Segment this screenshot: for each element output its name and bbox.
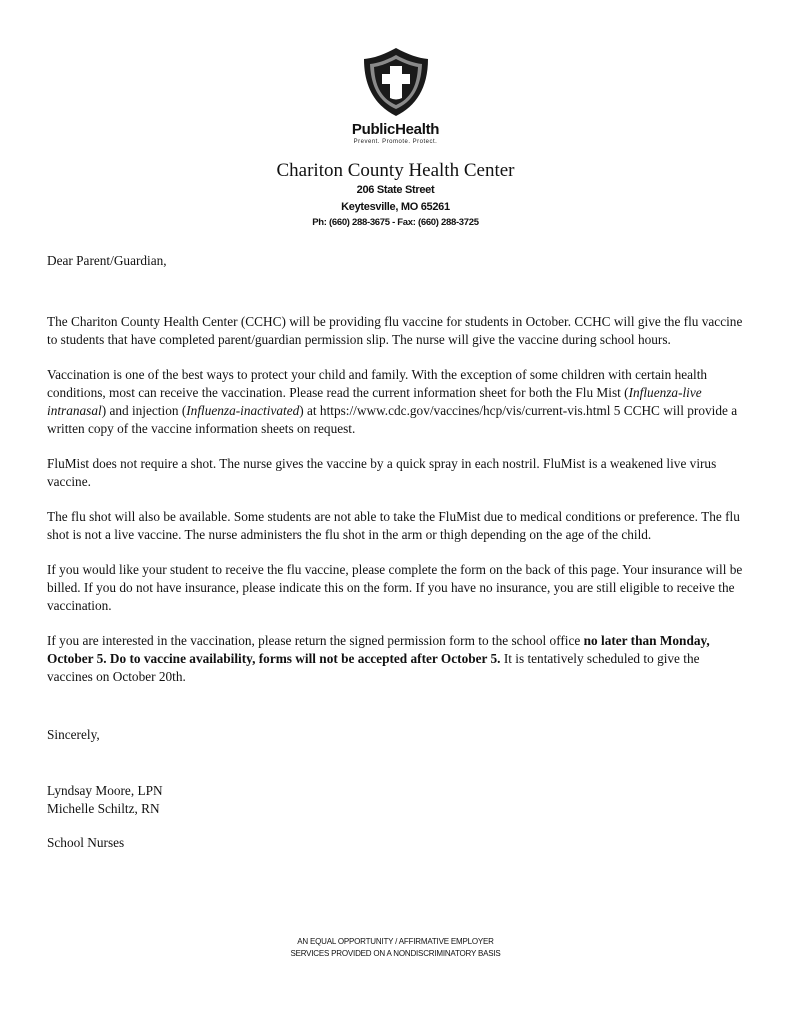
paragraph-vaccination-info <box>47 366 747 438</box>
public-health-shield-logo-icon <box>362 46 430 118</box>
footer-line-2: SERVICES PROVIDED ON A NONDISCRIMINATORY BASIS <box>290 949 501 958</box>
city-address: Keytesville, MO 65261 <box>341 201 450 213</box>
letterhead <box>0 46 791 230</box>
paragraph-insurance: If you would like your student to receive the flu vaccine, please complete the form on the back of this page. Your insurance will be billed. If you do not have insurance, please indicate this on the form. If you have no insurance, you are still eligible to receive the vaccination. <box>47 562 743 613</box>
paragraph-vaccination-info-text-c: ) and injection ( <box>101 403 187 418</box>
paragraph-vaccination-info-text-a: Vaccination is one of the best ways to protect your child and family. With the exception of some children with certain health conditions, most can receive the vaccination. Please read the current information sheet for both the Flu Mist ( <box>47 367 708 400</box>
paragraph-intro: The Chariton County Health Center (CCHC) will be providing flu vaccine for students in October. CCHC will give the flu vaccine to students that have completed parent/guardian permission slip. The nurse will give the vaccine during school hours. <box>47 314 743 347</box>
paragraph-flu-shot: The flu shot will also be available. Some students are not able to take the FluMist due to medical conditions or preference. The flu shot is not a live vaccine. The nurse administers the flu shot in the arm or thigh depending on the age of the child. <box>47 509 740 542</box>
signer-1: Lyndsay Moore, LPN <box>47 783 163 798</box>
phone-fax: Ph: (660) 288-3675 - Fax: (660) 288-3725 <box>312 217 479 228</box>
street-address: 206 State Street <box>356 184 435 196</box>
paragraph-vaccination-info-text-e: ) at https://www.cdc.gov/vaccines/hcp/vis/current-vis.html 5 CCHC will provide a written copy of the vaccine information sheets on request. <box>47 403 738 436</box>
paragraph-deadline <box>47 632 747 686</box>
paragraph-flumist: FluMist does not require a shot. The nurse gives the vaccine by a quick spray in each nostril. FluMist is a weakened live virus vaccine. <box>47 456 717 489</box>
paragraph-deadline-text-a: If you are interested in the vaccination, please return the signed permission form to the school office <box>47 633 584 648</box>
letter-body <box>47 252 747 852</box>
salutation: Dear Parent/Guardian, <box>47 253 167 268</box>
paragraph-deadline-text-c: It is tentatively scheduled to give the vaccines on October 20th. <box>47 651 700 684</box>
signer-2: Michelle Schiltz, RN <box>47 801 160 816</box>
closing: Sincerely, <box>47 727 100 742</box>
flumist-type: Influenza-live intranasal <box>47 385 702 418</box>
signer-role: School Nurses <box>47 835 125 850</box>
injection-type: Influenza-inactivated <box>186 403 300 418</box>
organization-name: Chariton County Health Center <box>276 160 515 181</box>
footer <box>0 936 791 960</box>
brand-tagline: Prevent. Promote. Protect. <box>353 139 438 145</box>
deadline-notice: no later than Monday, October 5. Do to vaccine availability, forms will not be accepted after October 5. <box>47 633 710 666</box>
brand-name: PublicHealth <box>351 121 440 138</box>
footer-line-1: AN EQUAL OPPORTUNITY / AFFIRMATIVE EMPLOYER <box>297 937 494 946</box>
